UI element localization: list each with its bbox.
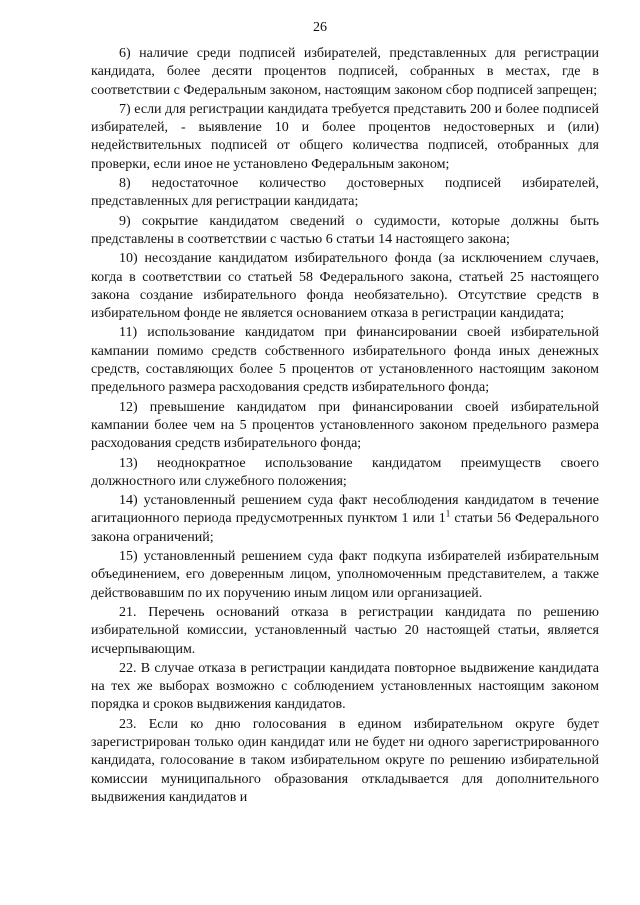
paragraph-part-22: 22. В случае отказа в регистрации кандидата повторное выдвижение кандидата на тех же выборах возможно с соблюдением установленных настоящим законом порядка и сроков выдвижения кандидатов.	[91, 660, 599, 713]
paragraph-item-11: 11) использование кандидатом при финансировании своей избирательной кампании помимо средств собственного избирательного фонда иных денежных средств, составляющих более 5 процентов от установленного настоящим законом предельного размера расходования средств избирательного фонда;	[91, 325, 599, 396]
paragraph-item-12: 12) превышение кандидатом при финансировании своей избирательной кампании более чем на 5 процентов установленного законом предельного размера расходования средств избирательного фонда;	[91, 399, 599, 452]
paragraph-item-7: 7) если для регистрации кандидата требуется представить 200 и более подписей избирателей, - выявление 10 и более процентов недостоверных и (или) недействительных подписей от общего количества подписей, отобранных для проверки, если иное не установлено Федеральным законом;	[91, 101, 599, 172]
paragraph-item-15: 15) установленный решением суда факт подкупа избирателей избирательным объединением, его доверенным лицом, уполномоченным представителем, а также действовавшим по их поручению иным лицом или организацией.	[91, 549, 599, 601]
superscript-index: 1	[445, 508, 451, 519]
document-body	[91, 45, 599, 808]
paragraph-part-23: 23. Если ко дню голосования в едином избирательном округе будет зарегистрирован только один кандидат или не будет ни одного зарегистрированного кандидата, голосование в таком избирательном округе по решению избирательной комиссии муниципального образования откладывается для дополнительного выдвижения кандидатов и	[91, 716, 599, 805]
page-number: 26	[313, 20, 327, 35]
paragraph-item-6: 6) наличие среди подписей избирателей, представленных для регистрации кандидата, более десяти процентов подписей, собранных в местах, где в соответствии с Федеральным законом, настоящим законом сбор подписей запрещен;	[91, 46, 599, 98]
paragraph-item-9: 9) сокрытие кандидатом сведений о судимости, которые должны быть представлены в соответствии с частью 6 статьи 14 настоящего закона;	[91, 213, 599, 247]
paragraph-14-text-end: статьи 56 Федерального закона ограничений;	[91, 511, 599, 545]
paragraph-item-10: 10) несоздание кандидатом избирательного фонда (за исключением случаев, когда в соответствии со статьей 58 Федерального закона, статьей 25 настоящего закона создание избирательного фонда необязательно). Отсутствие средств в избирательном фонде не является основанием отказа в регистрации кандидата;	[91, 251, 599, 322]
paragraph-item-8: 8) недостаточное количество достоверных подписей избирателей, представленных для регистрации кандидата;	[91, 176, 599, 210]
paragraph-item-14	[91, 492, 599, 547]
paragraph-item-13: 13) неоднократное использование кандидатом преимуществ своего должностного или служебного положения;	[91, 455, 599, 489]
paragraph-14-text-start: 14) установленный решением суда факт несоблюдения кандидатом в течение агитационного периода предусмотренных пунктом 1 или 1	[91, 493, 599, 527]
paragraph-part-21: 21. Перечень оснований отказа в регистрации кандидата по решению избирательной комиссии, установленный частью 20 настоящей статьи, является исчерпывающим.	[91, 604, 599, 657]
